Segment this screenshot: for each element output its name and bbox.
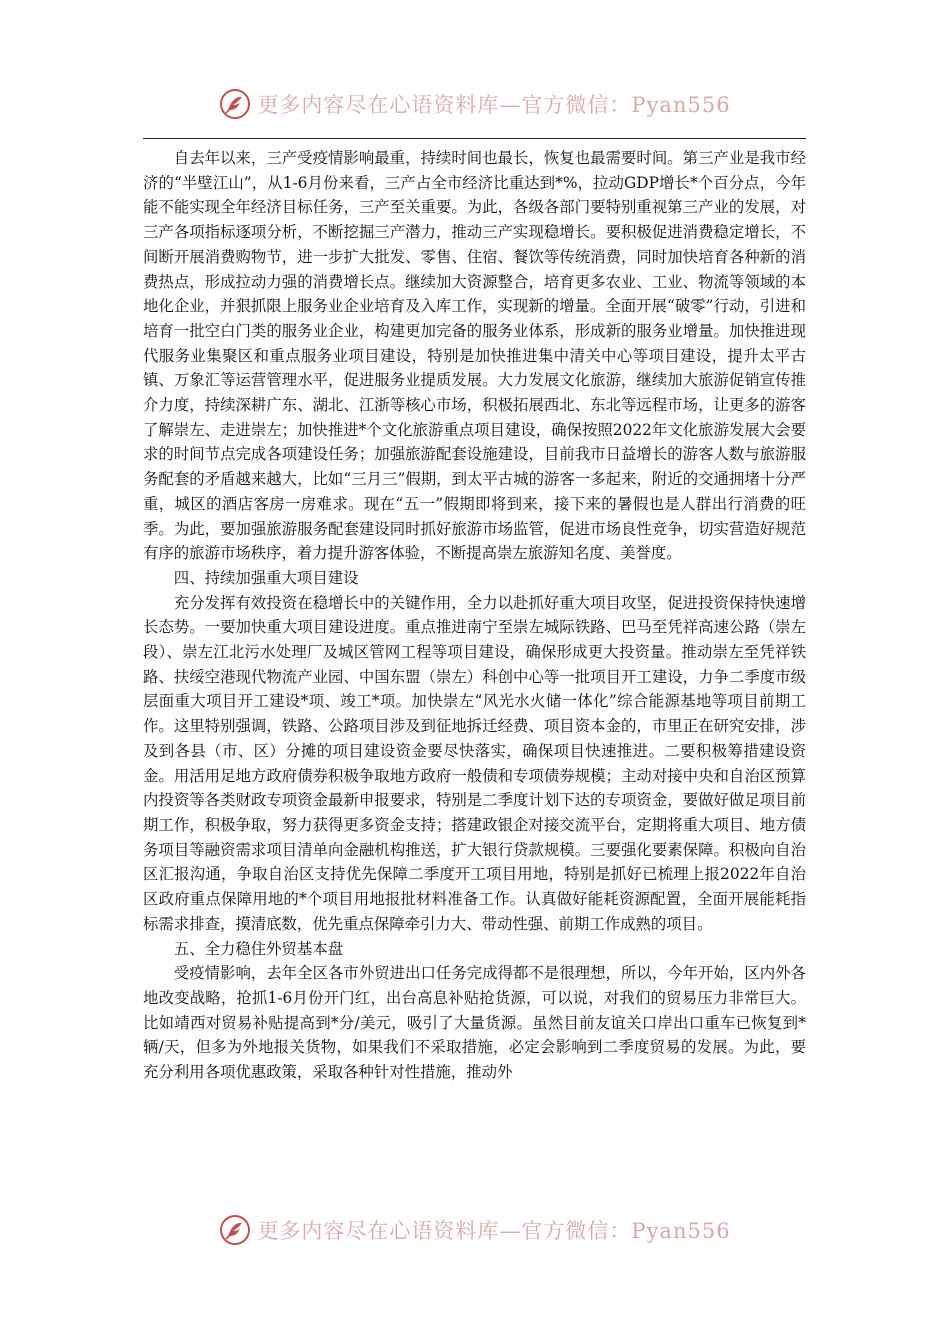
brand-logo-icon <box>219 1214 251 1246</box>
document-body <box>143 146 806 1085</box>
paragraph-major-projects: 充分发挥有效投资在稳增长中的关键作用，全力以赴抓好重大项目攻坚，促进投资保持快速增长态势。一要加快重大项目建设进度。重点推进南宁至崇左城际铁路、巴马至凭祥高速公路（崇左段）、崇左江北污水处理厂及城区管网工程等项目建设，确保形成更大投资量。推动崇左至凭祥铁路、扶绥空港现代物流产业园、中国东盟（崇左）科创中心等一批项目开工建设，力争二季度市级层面重大项目开工建设*项、竣工*项。加快崇左“风光水火储一体化”综合能源基地等项目前期工作。这里特别强调，铁路、公路项目涉及到征地拆迁经费、项目资本金的，市里正在研究安排，涉及到各县（市、区）分摊的项目建设资金要尽快落实，确保项目快速推进。二要积极筹措建设资金。用活用足地方政府债券积极争取地方政府一般债和专项债券规模；主动对接中央和自治区预算内投资等各类财政专项资金最新申报要求，特别是二季度计划下达的专项资金，要做好做足项目前期工作，积极争取，努力获得更多资金支持；搭建政银企对接交流平台，定期将重大项目、地方债务项目等融资需求项目清单向金融机构推送，扩大银行贷款规模。三要强化要素保障。积极向自治区汇报沟通，争取自治区支持优先保障二季度开工项目用地，特别是抓好已梳理上报2022年自治区政府重点保障用地的*个项目用地报批材料准备工作。认真做好能耗资源配置，全面开展能耗指标需求排查，摸清底数，优先重点保障牵引力大、带动性强、前期工作成熟的项目。 <box>143 593 806 933</box>
brand-logo-icon <box>219 88 251 120</box>
header-banner <box>0 82 950 126</box>
section-heading-4: 四、持续加强重大项目建设 <box>173 568 359 587</box>
paragraph-tertiary-industry: 自去年以来，三产受疫情影响最重，持续时间也最长，恢复也最需要时间。第三产业是我市经济的“半壁江山”，从1-6月份来看，三产占全市经济比重达到*%，拉动GDP增长*个百分点，今年能不能实现全年经济目标任务，三产至关重要。为此，各级各部门要特别重视第三产业的发展，对三产各项指标逐项分析，不断挖掘三产潜力，推动三产实现稳增长。要积极促进消费稳定增长，不间断开展消费购物节，进一步扩大批发、零售、住宿、餐饮等传统消费，同时加快培育各种新的消费热点，形成拉动力强的消费增长点。继续加大资源整合，培育更多农业、工业、物流等领域的本地化企业，并狠抓限上服务业企业培育及入库工作，实现新的增量。全面开展“破零”行动，引进和培育一批空白门类的服务业企业，构建更加完备的服务业体系，形成新的服务业增量。加快推进现代服务业集聚区和重点服务业项目建设，特别是加快推进集中清关中心等项目建设，提升太平古镇、万象汇等运营管理水平，促进服务业提质发展。大力发展文化旅游，继续加大旅游促销宣传推介力度，持续深耕广东、湖北、江浙等核心市场，积极拓展西北、东北等远程市场，让更多的游客了解崇左、走进崇左；加快推进*个文化旅游重点项目建设，确保按照2022年文化旅游发展大会要求的时间节点完成各项建设任务；加强旅游配套设施建设，目前我市日益增长的游客人数与旅游服务配套的矛盾越来越大，比如“三月三”假期，到太平古城的游客一多起来，附近的交通拥堵十分严重，城区的酒店客房一房难求。现在“五一”假期即将到来，接下来的暑假也是人群出行消费的旺季。为此，要加强旅游服务配套建设同时抓好旅游市场监管，促进市场良性竞争，切实营造好规范有序的旅游市场秩序，着力提升游客体验，不断提高崇左旅游知名度、美誉度。 <box>143 149 806 563</box>
footer-banner <box>0 1208 950 1252</box>
section-heading-5: 五、全力稳住外贸基本盘 <box>173 939 344 958</box>
header-divider <box>143 138 806 139</box>
header-banner-text: 更多内容尽在心语资料库—官方微信：Pyan556 <box>257 93 731 117</box>
paragraph-foreign-trade: 受疫情影响，去年全区各市外贸进出口任务完成得都不是很理想，所以，今年开始，区内外各地改变战略，抢抓1-6月份开门红，出台高息补贴抢货源，可以说，对我们的贸易压力非常巨大。比如靖西对贸易补贴提高到*分/美元，吸引了大量货源。虽然目前友谊关口岸出口重车已恢复到*辆/天，但多为外地报关货物，如果我们不采取措施，必定会影响到二季度贸易的发展。为此，要充分利用各项优惠政策，采取各种针对性措施，推动外 <box>143 964 806 1082</box>
footer-banner-text: 更多内容尽在心语资料库—官方微信：Pyan556 <box>257 1219 731 1243</box>
